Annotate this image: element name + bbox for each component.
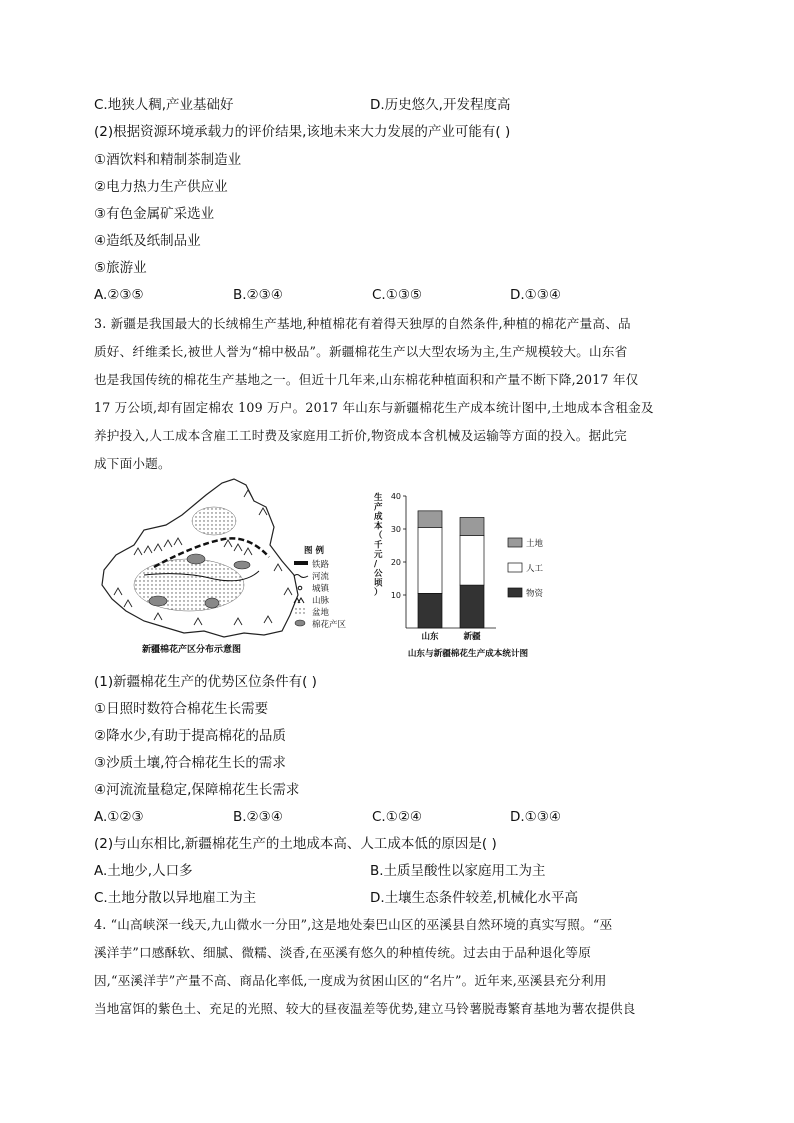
basin-north (192, 507, 236, 535)
choice-d: D.①③④ (510, 287, 561, 303)
x-tick-label: 山东 (421, 632, 439, 642)
y-tick-label: 10 (390, 591, 401, 600)
bar-segment-物资 (418, 593, 442, 628)
option-c: C.地狭人稠,产业基础好 (94, 97, 234, 113)
list-item: ②降水少,有助于提高棉花的品质 (94, 728, 286, 744)
list-item: ①日照时数符合棉花生长需要 (94, 701, 269, 717)
legend-label: 物资 (526, 589, 544, 599)
bar-segment-土地 (460, 517, 484, 535)
legend-cotton: 棉花产区 (312, 620, 347, 630)
y-axis-label-char: 顷 (374, 578, 383, 589)
list-item: ③沙质土壤,符合棉花生长的需求 (94, 755, 286, 771)
map-caption: 新疆棉花产区分布示意图 (142, 645, 242, 655)
intro-line: 溪洋芋”口感酥软、细腻、微糯、淡香,在巫溪有悠久的种植传统。过去由于品种退化等原 (94, 945, 592, 960)
choice-b: B.②③④ (233, 809, 283, 825)
legend-swatch (508, 588, 522, 597)
legend-label: 土地 (526, 539, 544, 549)
map-legend (294, 545, 347, 630)
y-tick-label: 40 (390, 492, 401, 501)
choice-c: C.土地分散以异地雇工为主 (94, 890, 257, 906)
intro-line: 17 万公顷,却有固定棉农 109 万户。2017 年山东与新疆棉花生产成本统计图中,土地成本含租金及 (94, 400, 654, 415)
sub-question-2-stem: (2)根据资源环境承载力的评价结果,该地未来大力发展的产业可能有( ) (94, 124, 511, 140)
question-3-intro (94, 310, 700, 478)
y-axis-label-char: （ (374, 531, 383, 541)
y-axis-label-char: ） (374, 588, 383, 598)
choice-d: D.土壤生态条件较差,机械化水平高 (370, 890, 578, 906)
choice-c: C.①②④ (372, 809, 423, 825)
list-item: ①酒饮料和精制茶制造业 (94, 152, 242, 168)
legend-basin: 盆地 (312, 608, 330, 618)
legend-label: 人工 (526, 564, 544, 574)
y-axis-label-char: 千 (374, 540, 383, 551)
legend-town: 城镇 (312, 584, 330, 594)
list-item: ③有色金属矿采选业 (94, 206, 215, 222)
list-item: ②电力热力生产供应业 (94, 179, 228, 195)
cost-chart (368, 490, 568, 660)
chart-title: 山东与新疆棉花生产成本统计图 (407, 649, 529, 659)
legend-railway: 铁路 (312, 560, 330, 570)
choice-b: B.土质呈酸性以家庭用工为主 (370, 863, 546, 879)
y-axis-label-char: 产 (374, 502, 383, 513)
list-item: ⑤旅游业 (94, 260, 147, 276)
sub-question-2-stem: (2)与山东相比,新疆棉花生产的土地成本高、人工成本低的原因是( ) (94, 836, 497, 852)
y-axis-label-char: 公 (374, 569, 383, 579)
y-tick-label: 30 (390, 525, 401, 534)
intro-line: 当地富饵的紫色土、充足的光照、较大的昼夜温差等优势,建立马铃薯脱毒繁育基地为薯农提供良 (94, 1001, 636, 1016)
intro-line: 质好、纤维柔长,被世人誉为“棉中极品”。新疆棉花生产以大型农场为主,生产规模较大。山东省 (94, 344, 628, 359)
intro-line: 成下面小题。 (94, 456, 171, 471)
intro-line: 养护投入,人工成本含雇工工时费及家庭用工折价,物资成本含机械及运输等方面的投入。据此完 (94, 428, 627, 443)
legend-title: 图 例 (304, 546, 324, 556)
bar-segment-物资 (460, 585, 484, 628)
legend-mountain: 山脉 (312, 596, 330, 606)
choice-a: A.土地少,人口多 (94, 863, 193, 879)
choice-b: B.②③④ (233, 287, 283, 303)
xinjiang-cotton-map (94, 475, 366, 655)
intro-line: 也是我国传统的棉花生产基地之一。但近十几年来,山东棉花种植面积和产量不断下降,2017 年仅 (94, 372, 639, 387)
choice-d: D.①③④ (510, 809, 561, 825)
y-tick-label: 20 (390, 558, 401, 567)
bar-segment-人工 (460, 536, 484, 586)
y-axis-label-char: / (374, 559, 378, 570)
choice-a: A.②③⑤ (94, 287, 144, 303)
option-d: D.历史悠久,开发程度高 (370, 97, 511, 113)
legend-swatch (508, 563, 522, 572)
y-axis-label-char: 成 (374, 512, 383, 522)
choice-c: C.①③⑤ (372, 287, 423, 303)
bar-segment-土地 (418, 511, 442, 527)
intro-line: 4. “山高峡深一线天,九山微水一分田”,这是地处秦巴山区的巫溪县自然环境的真实写照。“巫 (94, 917, 613, 932)
y-axis-label-char: 元 (374, 550, 383, 560)
y-axis-label-char: 生 (374, 493, 383, 503)
x-tick-label: 新疆 (463, 632, 481, 642)
legend-river: 河流 (312, 572, 330, 582)
list-item: ④造纸及纸制品业 (94, 233, 201, 249)
sub-question-1-stem: (1)新疆棉花生产的优势区位条件有( ) (94, 674, 317, 690)
choice-a: A.①②③ (94, 809, 144, 825)
question-4-intro (94, 911, 700, 1023)
intro-line: 3. 新疆是我国最大的长绒棉生产基地,种植棉花有着得天独厚的自然条件,种植的棉花产量高、品 (94, 316, 631, 331)
list-item: ④河流流量稳定,保障棉花生长需求 (94, 782, 300, 798)
y-axis-label-char: 本 (374, 521, 383, 532)
intro-line: 因,“巫溪洋芋”产量不高、商品化率低,一度成为贫困山区的“名片”。近年来,巫溪县充分利用 (94, 973, 607, 988)
bar-segment-人工 (418, 527, 442, 593)
legend-swatch (508, 538, 522, 547)
